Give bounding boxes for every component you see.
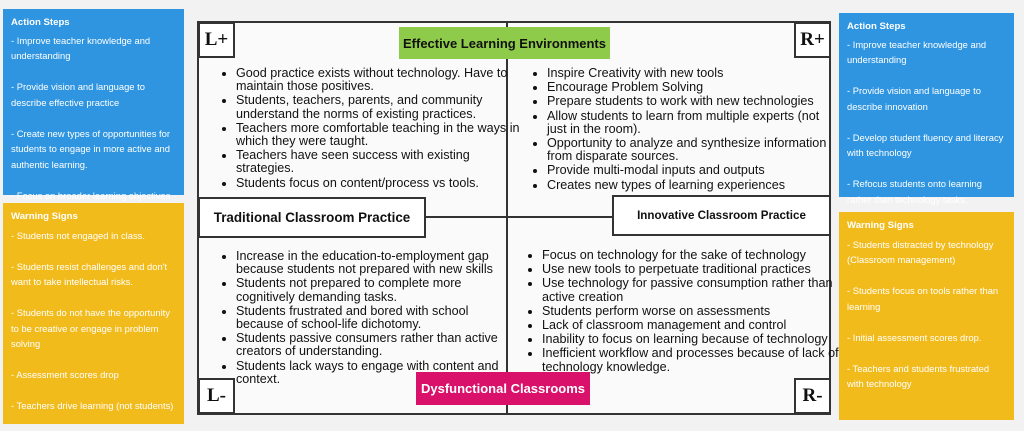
right-action-steps-title: Action Steps <box>847 21 906 32</box>
list-item: • Teachers have seen success with existing strategies. <box>236 149 521 175</box>
left-warning-item: - Students do not have the opportunity to be creative or engage in problem solving <box>11 307 170 349</box>
list-item: • Provide multi-modal inputs and outputs <box>547 164 842 177</box>
list-item: • Allow students to learn from multiple experts (not just in the room). <box>547 110 842 136</box>
list-item: • Encourage Problem Solving <box>547 81 842 94</box>
left-warning-item: - Students not engaged in class. <box>11 229 145 241</box>
corner-label-r-minus: R- <box>794 378 831 414</box>
innovative-practice-label: Innovative Classroom Practice <box>612 195 831 236</box>
right-warning-signs-panel <box>839 212 1014 420</box>
list-item: • Focus on technology for the sake of technology <box>542 249 842 262</box>
right-action-steps-panel <box>839 13 1014 205</box>
list-item: • Students, teachers, parents, and community understand the norms of existing practices. <box>236 94 521 120</box>
list-item: • Teachers more comfortable teaching in the ways in which they were taught. <box>236 122 521 148</box>
corner-label-r-plus: R+ <box>794 22 831 58</box>
effective-learning-label: Effective Learning Environments <box>399 27 610 59</box>
list-item: • Students focus on content/process vs tools. <box>236 177 521 190</box>
left-warning-item: - Students resist challenges and don't want to take intellectual risks. <box>11 260 168 287</box>
list-item: • Opportunity to analyze and synthesize information from disparate sources. <box>547 137 842 163</box>
list-item: • Use new tools to perpetuate traditional practices <box>542 263 842 276</box>
right-action-item: - Develop student fluency and literacy with technology <box>847 131 1004 158</box>
left-action-item: - Focus on broader learning objectives <box>11 189 171 201</box>
bottom-right-list <box>526 249 842 375</box>
right-warning-item: - Teachers and students frustrated with technology <box>847 362 990 389</box>
list-item: • Use technology for passive consumption rather than active creation <box>542 277 842 303</box>
list-item: • Students perform worse on assessments <box>542 305 842 318</box>
list-item: • Increase in the education-to-employment gap because students not prepared with new skills <box>236 250 516 276</box>
top-right-list <box>531 67 842 193</box>
corner-label-l-plus: L+ <box>198 22 235 58</box>
list-item: • Prepare students to work with new technologies <box>547 95 842 108</box>
left-warning-item: - Assessment scores drop <box>11 369 119 380</box>
list-item: • Students lack ways to engage with content and context. <box>236 360 516 386</box>
list-item: • Students passive consumers rather than active creators of understanding. <box>236 332 516 358</box>
left-action-item: - Provide vision and language to describe effective practice <box>11 81 145 108</box>
list-item: • Inefficient workflow and processes because of lack of technology knowledge. <box>542 347 842 373</box>
right-action-item: - Provide vision and language to describe innovation <box>847 85 981 112</box>
list-item: • Students frustrated and bored with school because of school-life dichotomy. <box>236 305 516 331</box>
bottom-left-list <box>220 250 516 387</box>
left-action-steps-panel <box>3 9 184 201</box>
list-item: • Lack of classroom management and control <box>542 319 842 332</box>
dysfunctional-classrooms-label: Dysfunctional Classrooms <box>416 372 590 405</box>
right-action-item: - Improve teacher knowledge and understanding <box>847 38 987 65</box>
corner-label-l-minus: L- <box>198 378 235 414</box>
list-item: • Inability to focus on learning because of technology <box>542 333 842 346</box>
list-item: • Inspire Creativity with new tools <box>547 67 842 80</box>
list-item: • Students not prepared to complete more cognitively demanding tasks. <box>236 277 516 303</box>
left-warning-signs-title: Warning Signs <box>11 211 78 222</box>
list-item: • Good practice exists without technology. Have to maintain those positives. <box>236 67 521 93</box>
right-warning-item: - Students distracted by technology (Classroom management) <box>847 238 994 265</box>
left-action-steps-title: Action Steps <box>11 17 70 28</box>
right-warning-item: - Initial assessment scores drop. <box>847 331 982 343</box>
list-item: • Creates new types of learning experiences <box>547 179 842 192</box>
left-action-item: - Improve teacher knowledge and understanding <box>11 34 151 61</box>
right-warning-signs-title: Warning Signs <box>847 220 914 231</box>
left-warning-item: - Teachers drive learning (not students) <box>11 400 174 411</box>
top-left-list <box>220 67 521 191</box>
right-action-item: - Refocus students onto learning rather than technology tasks. <box>847 178 982 205</box>
left-warning-signs-panel <box>3 203 184 424</box>
right-warning-item: - Students focus on tools rather than learning <box>847 285 999 312</box>
traditional-practice-label: Traditional Classroom Practice <box>198 197 426 238</box>
left-action-item: - Create new types of opportunities for students to engage in more active and authentic learning. <box>11 127 170 170</box>
